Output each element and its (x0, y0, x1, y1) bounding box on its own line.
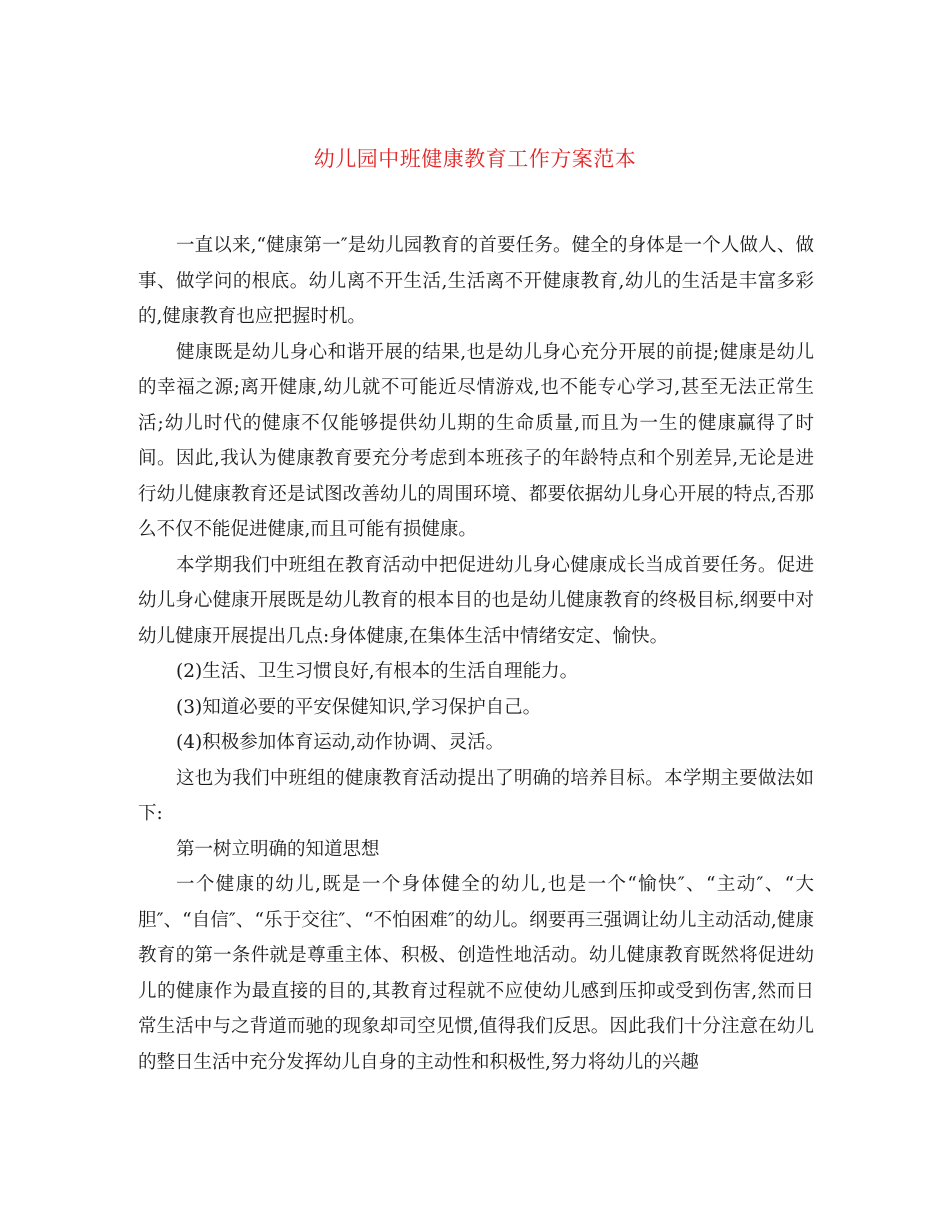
paragraph-5: 一个健康的幼儿,既是一个身体健全的幼儿,也是一个“愉快″、“主动″、“大胆″、“自信″、“乐于交往″、“不怕困难″的幼儿。纲要再三强调让幼儿主动活动,健康教育的第一条件就是尊重主体、积极、创造性地活动。幼儿健康教育既然将促进幼儿的健康作为最直接的目的,其教育过程就不应使幼儿感到压抑或受到伤害,然而日常生活中与之背道而驰的现象却司空见惯,值得我们反思。因此我们十分注意在幼儿的整日生活中充分发挥幼儿自身的主动性和积极性,努力将幼儿的兴趣 (138, 874, 814, 1073)
page-title: 幼儿园中班健康教育工作方案范本 (313, 147, 637, 171)
paragraph-1: 一直以来,“健康第一″是幼儿园教育的首要任务。健全的身体是一个人做人、做事、做学问的根底。幼儿离不开生活,生活离不开健康教育,幼儿的生活是丰富多彩的,健康教育也应把握时机。 (138, 235, 814, 327)
list-item-3: (3)知道必要的平安保健知识,学习保护自己。 (176, 696, 542, 718)
paragraph-4: 这也为我们中班组的健康教育活动提出了明确的培养目标。本学期主要做法如下: (138, 767, 814, 824)
list-item-4: (4)积极参加体育运动,动作协调、灵活。 (176, 732, 505, 753)
document-body (138, 228, 814, 1080)
list-item-2: (2)生活、卫生习惯良好,有根本的生活自理能力。 (176, 661, 579, 682)
section-heading: 第一树立明确的知道思想 (176, 838, 380, 860)
paragraph-3: 本学期我们中班组在教育活动中把促进幼儿身心健康成长当成首要任务。促进幼儿身心健康开展既是幼儿教育的根本目的也是幼儿健康教育的终极目标,纲要中对幼儿健康开展提出几点:身体健康,在集体生活中情绪安定、愉快。 (138, 554, 814, 647)
paragraph-2: 健康既是幼儿身心和谐开展的结果,也是幼儿身心充分开展的前提;健康是幼儿的幸福之源;离开健康,幼儿就不可能近尽情游戏,也不能专心学习,甚至无法正常生活;幼儿时代的健康不仅能够提供幼儿期的生命质量,而且为一生的健康赢得了时间。因此,我认为健康教育要充分考虑到本班孩子的年龄特点和个别差异,无论是进行幼儿健康教育还是试图改善幼儿的周围环境、都要依据幼儿身心开展的特点,否那么不仅不能促进健康,而且可能有损健康。 (138, 341, 814, 540)
